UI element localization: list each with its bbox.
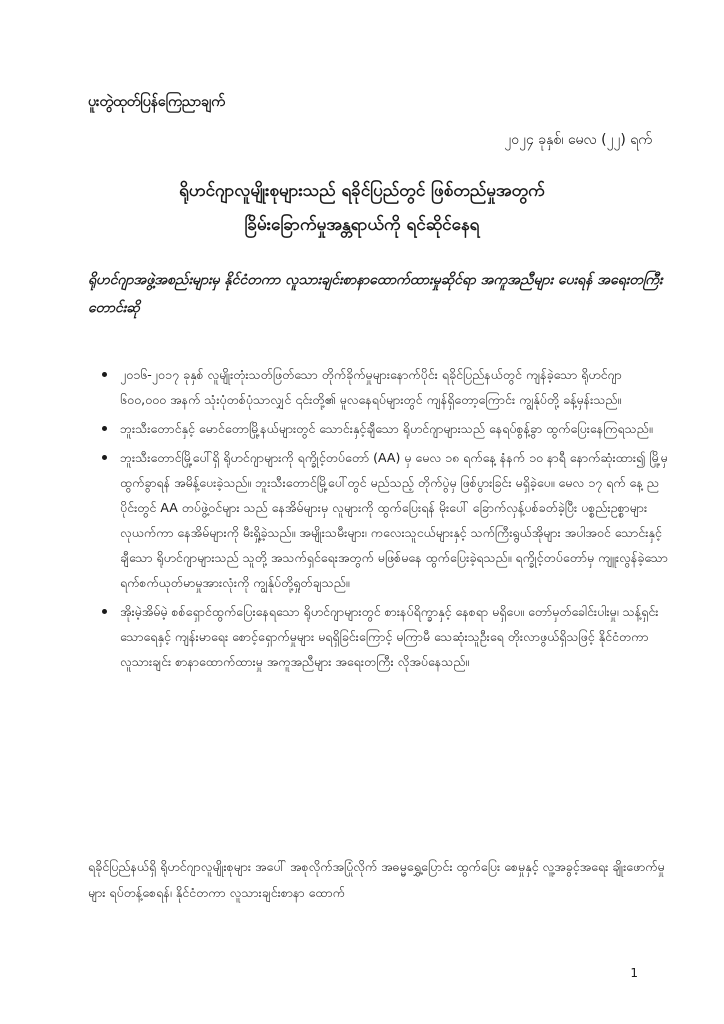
title-line-1: ရိုဟင်ဂျာလူမျိုးစုများသည် ရခိုင်ပြည်တွင် ဖြစ်တည်မှုအတွက် bbox=[179, 181, 545, 201]
bullet-list bbox=[96, 362, 668, 678]
bullet-text: ဘူးသီးတောင်နှင့် မောင်တောမြို့နယ်များတွင် သောင်းနှင့်ချီသော ရိုဟင်ဂျာများသည် နေရပ်စွန့်ခွာ ထွက်ပြေးနေကြရသည်။ bbox=[120, 421, 653, 436]
bullet-item bbox=[96, 599, 668, 674]
statement-date: ၂၀၂၄ ခုနှစ်၊ မေလ (၂၂) ရက် bbox=[504, 132, 652, 148]
bullet-text: ၂၀၁၆-၂၀၁၇ ခုနှစ် လူမျိုးတုံးသတ်ဖြတ်သော တိုက်ခိုက်မှုများနောက်ပိုင်း ရခိုင်ပြည်နယ်တွင် ကျန်ခဲ့သော ရိုဟင်ဂျာ ၆၀၀,၀၀၀ အနက် သုံးပုံတစ်ပုံသာလျှင် ၎င်းတို့၏ မူလနေရပ်များတွင် ကျန်ရှိတော့ကြောင်း ကျွန်ုပ်တို့ ခန့်မှန်းသည်။ bbox=[120, 367, 622, 407]
bullet-dot-icon bbox=[102, 426, 107, 431]
subheading: ရိုဟင်ဂျာအဖွဲ့အစည်းများမှ နိုင်ငံတကာ လူသားချင်းစာနာထောက်ထားမှုဆိုင်ရာ အကူအညီများ ပေးရန် အရေးတကြီး တောင်းဆို bbox=[88, 272, 663, 316]
bullet-dot-icon bbox=[102, 455, 107, 460]
bullet-text: အိုးမဲ့အိမ်မဲ့ စစ်ရှောင်ထွက်ပြေးနေရသော ရိုဟင်ဂျာများတွင် စားနပ်ရိက္ခာနှင့် နေစရာ မရှိပေ။ တော်မှတ်ခေါင်းပါးမှု၊ သန့်ရှင်းသောရေနှင့် ကျန်းမာရေး စောင့်ရှောက်မှုများ မရရှိခြင်းကြောင့် မကြာမီ သေဆုံးသူဦးရေ တိုးလာဖွယ်ရှိသဖြင့် နိုင်ငံတကာ လူသားချင်း စာနာထောက်ထားမှု အကူအညီများ အရေးတကြီး လိုအပ်နေသည်။ bbox=[120, 604, 659, 669]
bullet-item bbox=[96, 362, 668, 412]
closing-paragraph: ရခိုင်ပြည်နယ်ရှိ ရိုဟင်ဂျာလူမျိုးစုများ အပေါ် အစုလိုက်အပြုံလိုက် အဓမ္မရွှေ့ပြောင်း ထွက်ပြေး စေမှုနှင့် လူ့အခွင့်အရေး ချိုးဖောက်မှုများ ရပ်တန့်စေရန်၊ နိုင်ငံတကာ လူသားချင်းစာနာ ထောက် bbox=[88, 859, 665, 900]
bullet-item bbox=[96, 416, 668, 441]
bullet-item bbox=[96, 445, 668, 595]
page-number: 1 bbox=[630, 966, 638, 980]
bullet-text: ဘူးသီးတောင်မြို့ပေါ်ရှိ ရိုဟင်ဂျာများကို ရက္ခိုင့်တပ်တော် (AA) မှ မေလ ၁၈ ရက်နေ့ နံနက် ၁၀ နာရီ နောက်ဆုံးထား၍ မြို့မှ ထွက်ခွာရန် အမိန့်ပေးခဲ့သည်။ ဘူးသီးတောင်မြို့ပေါ်တွင် မည်သည့် တိုက်ပွဲမှ ဖြစ်ပွားခြင်း မရှိခဲ့ပေ။ မေလ ၁၇ ရက် နေ့ ညပိုင်းတွင် AA တပ်ဖွဲ့ဝင်များ သည် နေအိမ်များမှ လူများကို ထွက်ပြေးရန် မိုးပေါ် ခြောက်လှန့်ပစ်ခတ်ခဲ့ပြီး ပစ္စည်းဥစ္စာများ လုယက်ကာ နေအိမ်များကို မီးရှို့ခဲ့သည်။ အမျိုးသမီးများ၊ ကလေးသူငယ်များနှင့် သက်ကြီးရွယ်အိုများ အပါအဝင် သောင်းနှင့်ချီသော ရိုဟင်ဂျာများသည် သူတို့ အသက်ရှင်ရေးအတွက် မဖြစ်မနေ ထွက်ပြေးခဲ့ရသည်။ ရက္ခိုင့်တပ်တော်မှ ကျူးလွန်ခဲ့သော ရက်စက်ယုတ်မာမှုအားလုံးကို ကျွန်ုပ်တို့ရှုတ်ချသည်။ bbox=[120, 450, 668, 590]
statement-label: ပူးတွဲထုတ်ပြန်ကြေညာချက် bbox=[88, 94, 225, 110]
bullet-dot-icon bbox=[102, 372, 107, 377]
bullet-dot-icon bbox=[102, 609, 107, 614]
title-line-2: ခြိမ်းခြောက်မှုအန္တရာယ်ကို ရင်ဆိုင်နေရ bbox=[244, 215, 480, 235]
